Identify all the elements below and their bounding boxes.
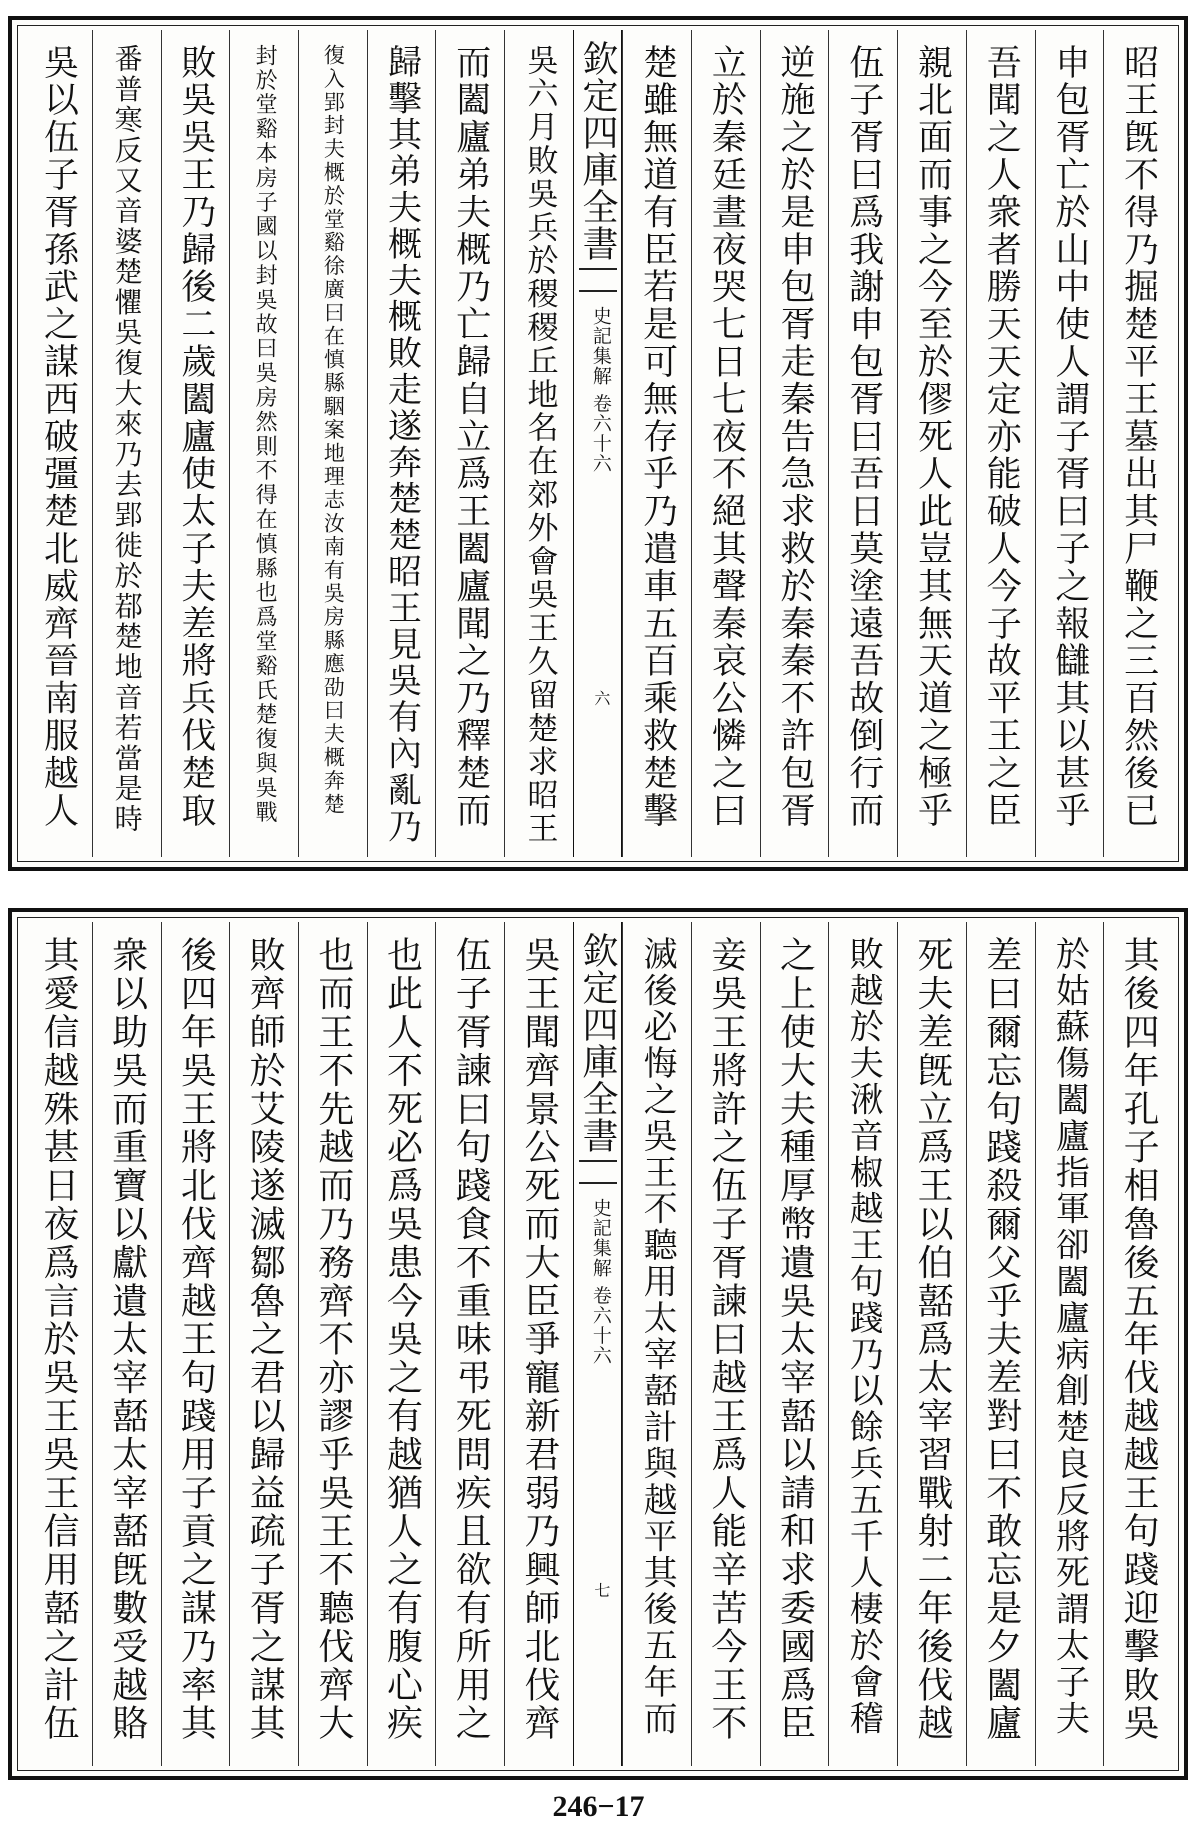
upper-book-page <box>8 16 1188 871</box>
text-column: 申包胥亡於山中使人謂子胥曰子之報讎其以甚乎 <box>1035 30 1104 857</box>
text-column: 而闔廬弟夫概乃亡歸自立爲王闔廬聞之乃釋楚而 <box>435 30 504 857</box>
chapter-title: 史記集解 卷六十六 <box>589 1198 612 1366</box>
text-column: 逆施之於是申包胥走秦告急求救於秦秦不許包胥 <box>760 30 829 857</box>
text-column: 其愛信越殊甚日夜爲言於吳王吳王信用嚭之計伍 <box>37 936 79 1743</box>
lower-book-page <box>8 908 1188 1780</box>
text-column: 吾聞之人衆者勝天天定亦能破人今子故平王之臣 <box>966 30 1035 857</box>
leaf-number: 七 <box>591 1582 611 1598</box>
text-column: 復入郢封夫概於堂谿徐廣曰在慎縣駰案地理志汝南有吳房縣應劭曰夫概奔楚 <box>298 30 367 857</box>
text-column: 封於堂谿本房子國以封吳故曰吳房然則不得在慎縣也爲堂谿氏楚復與吳戰 <box>229 30 298 857</box>
text-column: 滅後必悔之吳王不聽用太宰嚭計與越平其後五年而 <box>622 922 691 1766</box>
text-column: 其後四年孔子相魯後五年伐越越王句踐迎擊敗吳 <box>1103 922 1172 1766</box>
text-column: 衆以助吳而重寶以獻遺太宰嚭太宰嚭旣數受越賂 <box>92 922 161 1766</box>
text-column: 伍子胥諫曰句踐食不重味弔死問疾且欲有所用之 <box>435 922 504 1766</box>
text-column: 於姑蘇傷闔廬指軍卻闔廬病創楚良反將死謂太子夫 <box>1035 922 1104 1766</box>
text-column: 吳以伍子胥孫武之謀西破彊楚北威齊晉南服越人 <box>38 44 79 830</box>
text-column: 吳王聞齊景公死而大臣爭寵新君弱乃興師北伐齊 <box>504 922 573 1766</box>
book-header: 欽定四庫全書 <box>577 40 619 262</box>
text-column: 死夫差旣立爲王以伯嚭爲太宰習戰射二年後伐越 <box>897 922 966 1766</box>
text-column: 差曰爾忘句踐殺爾父乎夫差對曰不敢忘是夕闔廬 <box>966 922 1035 1766</box>
lower-column-grid <box>24 922 1172 1766</box>
text-column: 吳六月敗吳兵於稷稷丘地名在郊外會吳王久留楚求昭王 <box>504 30 573 857</box>
leaf-number: 六 <box>591 690 611 706</box>
book-header: 欽定四庫全書 <box>577 932 619 1154</box>
text-column: 也此人不死必爲吳患今吳之有越猶人之有腹心疾 <box>367 922 436 1766</box>
center-fold-column <box>573 922 622 1766</box>
text-column: 歸擊其弟夫概夫概敗走遂奔楚楚昭王見吳有內亂乃 <box>367 30 436 857</box>
text-column: 敗齊師於艾陵遂滅鄒魯之君以歸益疏子胥之謀其 <box>229 922 298 1766</box>
text-column: 也而王不先越而乃務齊不亦謬乎吳王不聽伐齊大 <box>298 922 367 1766</box>
text-column: 伍子胥曰爲我謝申包胥曰吾日莫塗遠吾故倒行而 <box>828 30 897 857</box>
text-column: 昭王旣不得乃掘楚平王墓出其尸鞭之三百然後已 <box>1103 30 1172 857</box>
fish-tail-mark <box>579 1160 617 1184</box>
upper-column-grid <box>24 30 1172 857</box>
page-footer-number: 246−17 <box>552 1790 645 1823</box>
fish-tail-mark <box>579 268 617 292</box>
text-column: 敗吳吳王乃歸後二歲闔廬使太子夫差將兵伐楚取 <box>161 30 230 857</box>
text-column: 敗越於夫湫音椒越王句踐乃以餘兵五千人棲於會稽 <box>828 922 897 1766</box>
text-column: 楚雖無道有臣若是可無存乎乃遣車五百乘救楚擊 <box>622 30 691 857</box>
center-fold-column <box>573 30 622 857</box>
text-column: 之上使大夫種厚幣遺吳太宰嚭以請和求委國爲臣 <box>760 922 829 1766</box>
text-column: 立於秦廷晝夜哭七日七夜不絕其聲秦哀公憐之曰 <box>691 30 760 857</box>
text-column: 妾吳王將許之伍子胥諫曰越王爲人能辛苦今王不 <box>691 922 760 1766</box>
text-column: 後四年吳王將北伐齊越王句踐用子貢之謀乃率其 <box>161 922 230 1766</box>
text-column: 親北面而事之今至於僇死人此豈其無天道之極乎 <box>897 30 966 857</box>
text-column: 番普寒反又音婆楚懼吳復大來乃去郢徙於鄀楚地音若當是時 <box>92 30 161 857</box>
chapter-title: 史記集解 卷六十六 <box>589 306 612 474</box>
